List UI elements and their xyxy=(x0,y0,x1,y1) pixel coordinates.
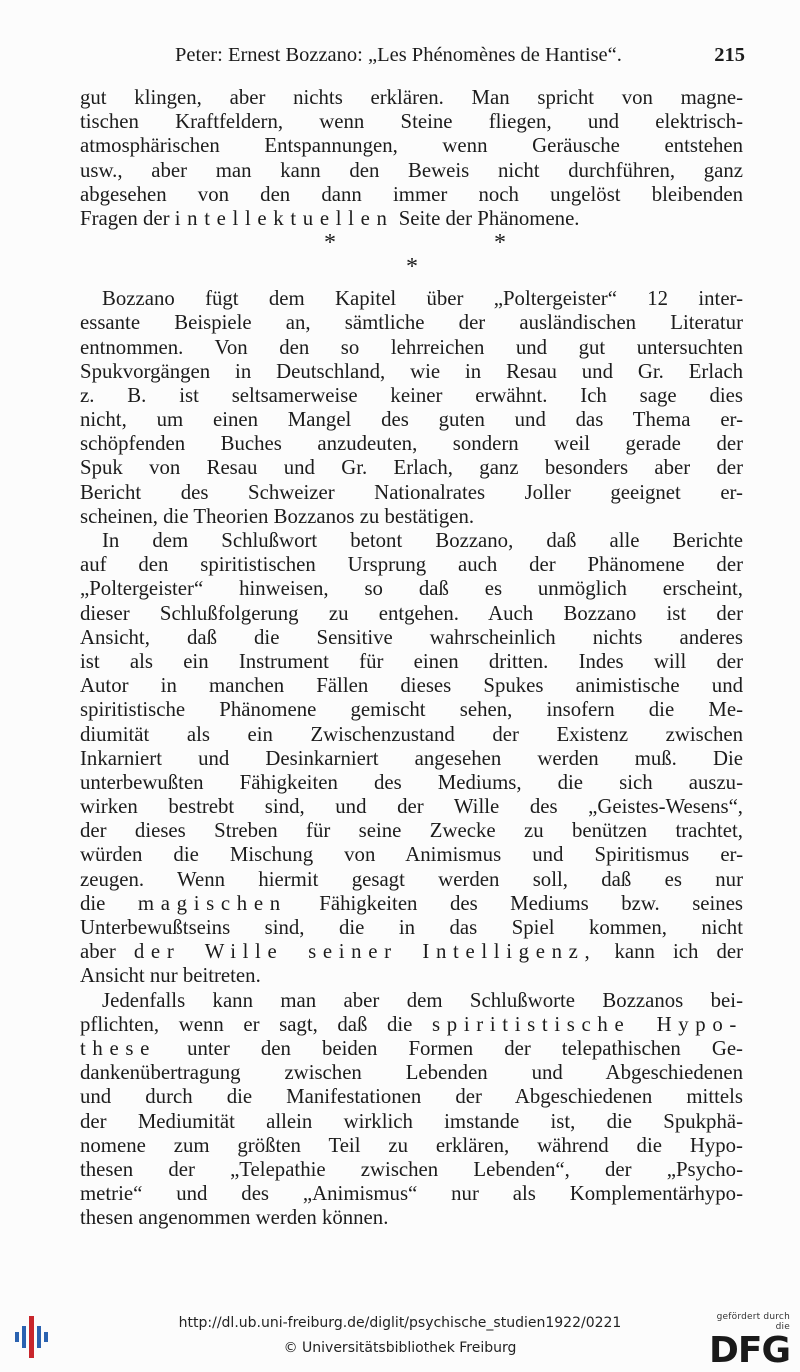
text-line: nomene zum größten Teil zu erklären, während die Hypo- xyxy=(80,1133,743,1157)
text-line: dieser Schlußfolgerung zu entgehen. Auch Bozzano ist der xyxy=(80,601,743,625)
asterism xyxy=(80,231,743,255)
text-line: tischen Kraftfeldern, wenn Steine fliegen, und elektrisch- xyxy=(80,110,743,134)
spaced-emphasis: der Wille seiner Intelligenz, xyxy=(133,940,597,964)
text-line: Spukvorgängen in Deutschland, wie in Resau und Gr. Erlach xyxy=(80,359,743,383)
text-line: diumität als ein Zwischenzustand der Existenz zwischen xyxy=(80,722,743,746)
text-line: dankenübertragung zwischen Lebenden und Abgeschiedenen xyxy=(80,1061,743,1085)
text-line: ist als ein Instrument für einen dritten. Indes will der xyxy=(80,649,743,673)
dfg-funding-logo xyxy=(704,1312,790,1371)
source-url[interactable]: http://dl.ub.uni-freiburg.de/diglit/psychische_studien1922/0221 xyxy=(178,1315,622,1331)
text-line: schöpfenden Buches anzudeuten, sondern weil gerade der xyxy=(80,432,743,456)
text-line: gut klingen, aber nichts erklären. Man spricht von magne- xyxy=(80,86,743,109)
text-line: würden die Mischung von Animismus und Spiritismus er- xyxy=(80,843,743,867)
spaced-emphasis: intellektuellen xyxy=(174,206,394,230)
text-line: nicht, um einen Mangel des guten und das Thema er- xyxy=(80,408,743,432)
text-line: die magischen Fähigkeiten des Mediums bzw. seines xyxy=(80,891,743,915)
asterism xyxy=(80,255,743,279)
spaced-emphasis: spiritistische Hypo- xyxy=(432,1012,743,1036)
text-line: unterbewußten Fähigkeiten des Mediums, die sich auszu- xyxy=(80,770,743,794)
text-line: „Poltergeister“ hinweisen, so daß es unmöglich erscheint, xyxy=(80,577,743,601)
text-line: Jedenfalls kann man aber dem Schlußworte Bozzanos bei- xyxy=(102,988,743,1012)
text-line: zeugen. Wenn hiermit gesagt werden soll, daß es nur xyxy=(80,867,743,891)
dfg-logo-text: DFG xyxy=(708,1330,790,1371)
text-line: wirken bestrebt sind, und der Wille des „Geistes-Wesens“, xyxy=(80,795,743,819)
text-line: Ansicht nur beitreten. xyxy=(80,964,261,988)
text-line: entnommen. Von den so lehrreichen und gut untersuchten xyxy=(80,335,743,359)
text-line: Autor in manchen Fällen dieses Spukes animistische und xyxy=(80,674,743,698)
copyright-notice: © Universitätsbibliothek Freiburg xyxy=(283,1340,517,1356)
text-line: atmosphärischen Entspannungen, wenn Geräusche entstehen xyxy=(80,134,743,158)
text-line: abgesehen von den dann immer noch ungelöst bleibenden xyxy=(80,182,743,206)
text-line: z. B. ist seltsamerweise keiner erwähnt. Ich sage dies xyxy=(80,383,743,407)
text-line: Fragen der intellektuellen Seite der Phänomene. xyxy=(80,206,580,230)
text-line: pflichten, wenn er sagt, daß die spiritistische Hypo- xyxy=(80,1012,743,1036)
text-line: Ansicht, daß die Sensitive wahrscheinlich nichts anderes xyxy=(80,625,743,649)
text-line: Inkarniert und Desinkarniert angesehen werden muß. Die xyxy=(80,746,743,770)
text-line: Unterbewußtseins sind, die in das Spiel kommen, nicht xyxy=(80,916,743,939)
text-line: essante Beispiele an, sämtliche der ausländischen Literatur xyxy=(80,311,743,335)
text-line: der dieses Streben für seine Zwecke zu benützen trachtet, xyxy=(80,819,743,843)
viewer-footer xyxy=(0,1302,800,1372)
asterisk: * xyxy=(494,230,506,257)
running-title: Peter: Ernest Bozzano: „Les Phénomènes de Hantise“. xyxy=(175,44,622,66)
asterisk: * xyxy=(324,230,336,257)
text-line: Bozzano fügt dem Kapitel über „Poltergeister“ 12 inter- xyxy=(102,287,743,311)
text-line: thesen der „Telepathie zwischen Lebenden“, der „Psycho- xyxy=(80,1157,743,1181)
running-header xyxy=(80,44,745,74)
text-line: der Mediumität allein wirklich imstande ist, die Spukphä- xyxy=(80,1109,743,1133)
asterisk: * xyxy=(406,254,418,281)
text-line: und durch die Manifestationen der Abgeschiedenen mittels xyxy=(80,1085,743,1109)
text-line: scheinen, die Theorien Bozzanos zu bestätigen. xyxy=(80,504,475,528)
text-line: Bericht des Schweizer Nationalrates Joller geeignet er- xyxy=(80,480,743,504)
spaced-emphasis: magischen xyxy=(137,891,287,915)
dfg-caption: gefördert durch die xyxy=(716,1312,790,1332)
text-line: Spuk von Resau und Gr. Erlach, ganz besonders aber der xyxy=(80,456,743,480)
text-line: usw., aber man kann den Beweis nicht durchführen, ganz xyxy=(80,158,743,182)
page-number: 215 xyxy=(714,44,745,66)
text-line: thesen angenommen werden können. xyxy=(80,1206,389,1230)
text-line: spiritistische Phänomene gemischt sehen, insofern die Me- xyxy=(80,698,743,722)
text-line: these unter den beiden Formen der telepathischen Ge- xyxy=(80,1036,743,1060)
text-line: aber der Wille seiner Intelligenz, kann ich der xyxy=(80,940,743,964)
spaced-emphasis: these xyxy=(80,1036,157,1060)
text-line: metrie“ und des „Animismus“ nur als Komplementärhypo- xyxy=(80,1182,743,1206)
text-line: auf den spiritistischen Ursprung auch der Phänomene der xyxy=(80,553,743,577)
page-body xyxy=(80,86,743,1230)
text-line: In dem Schlußwort betont Bozzano, daß alle Berichte xyxy=(102,529,743,552)
